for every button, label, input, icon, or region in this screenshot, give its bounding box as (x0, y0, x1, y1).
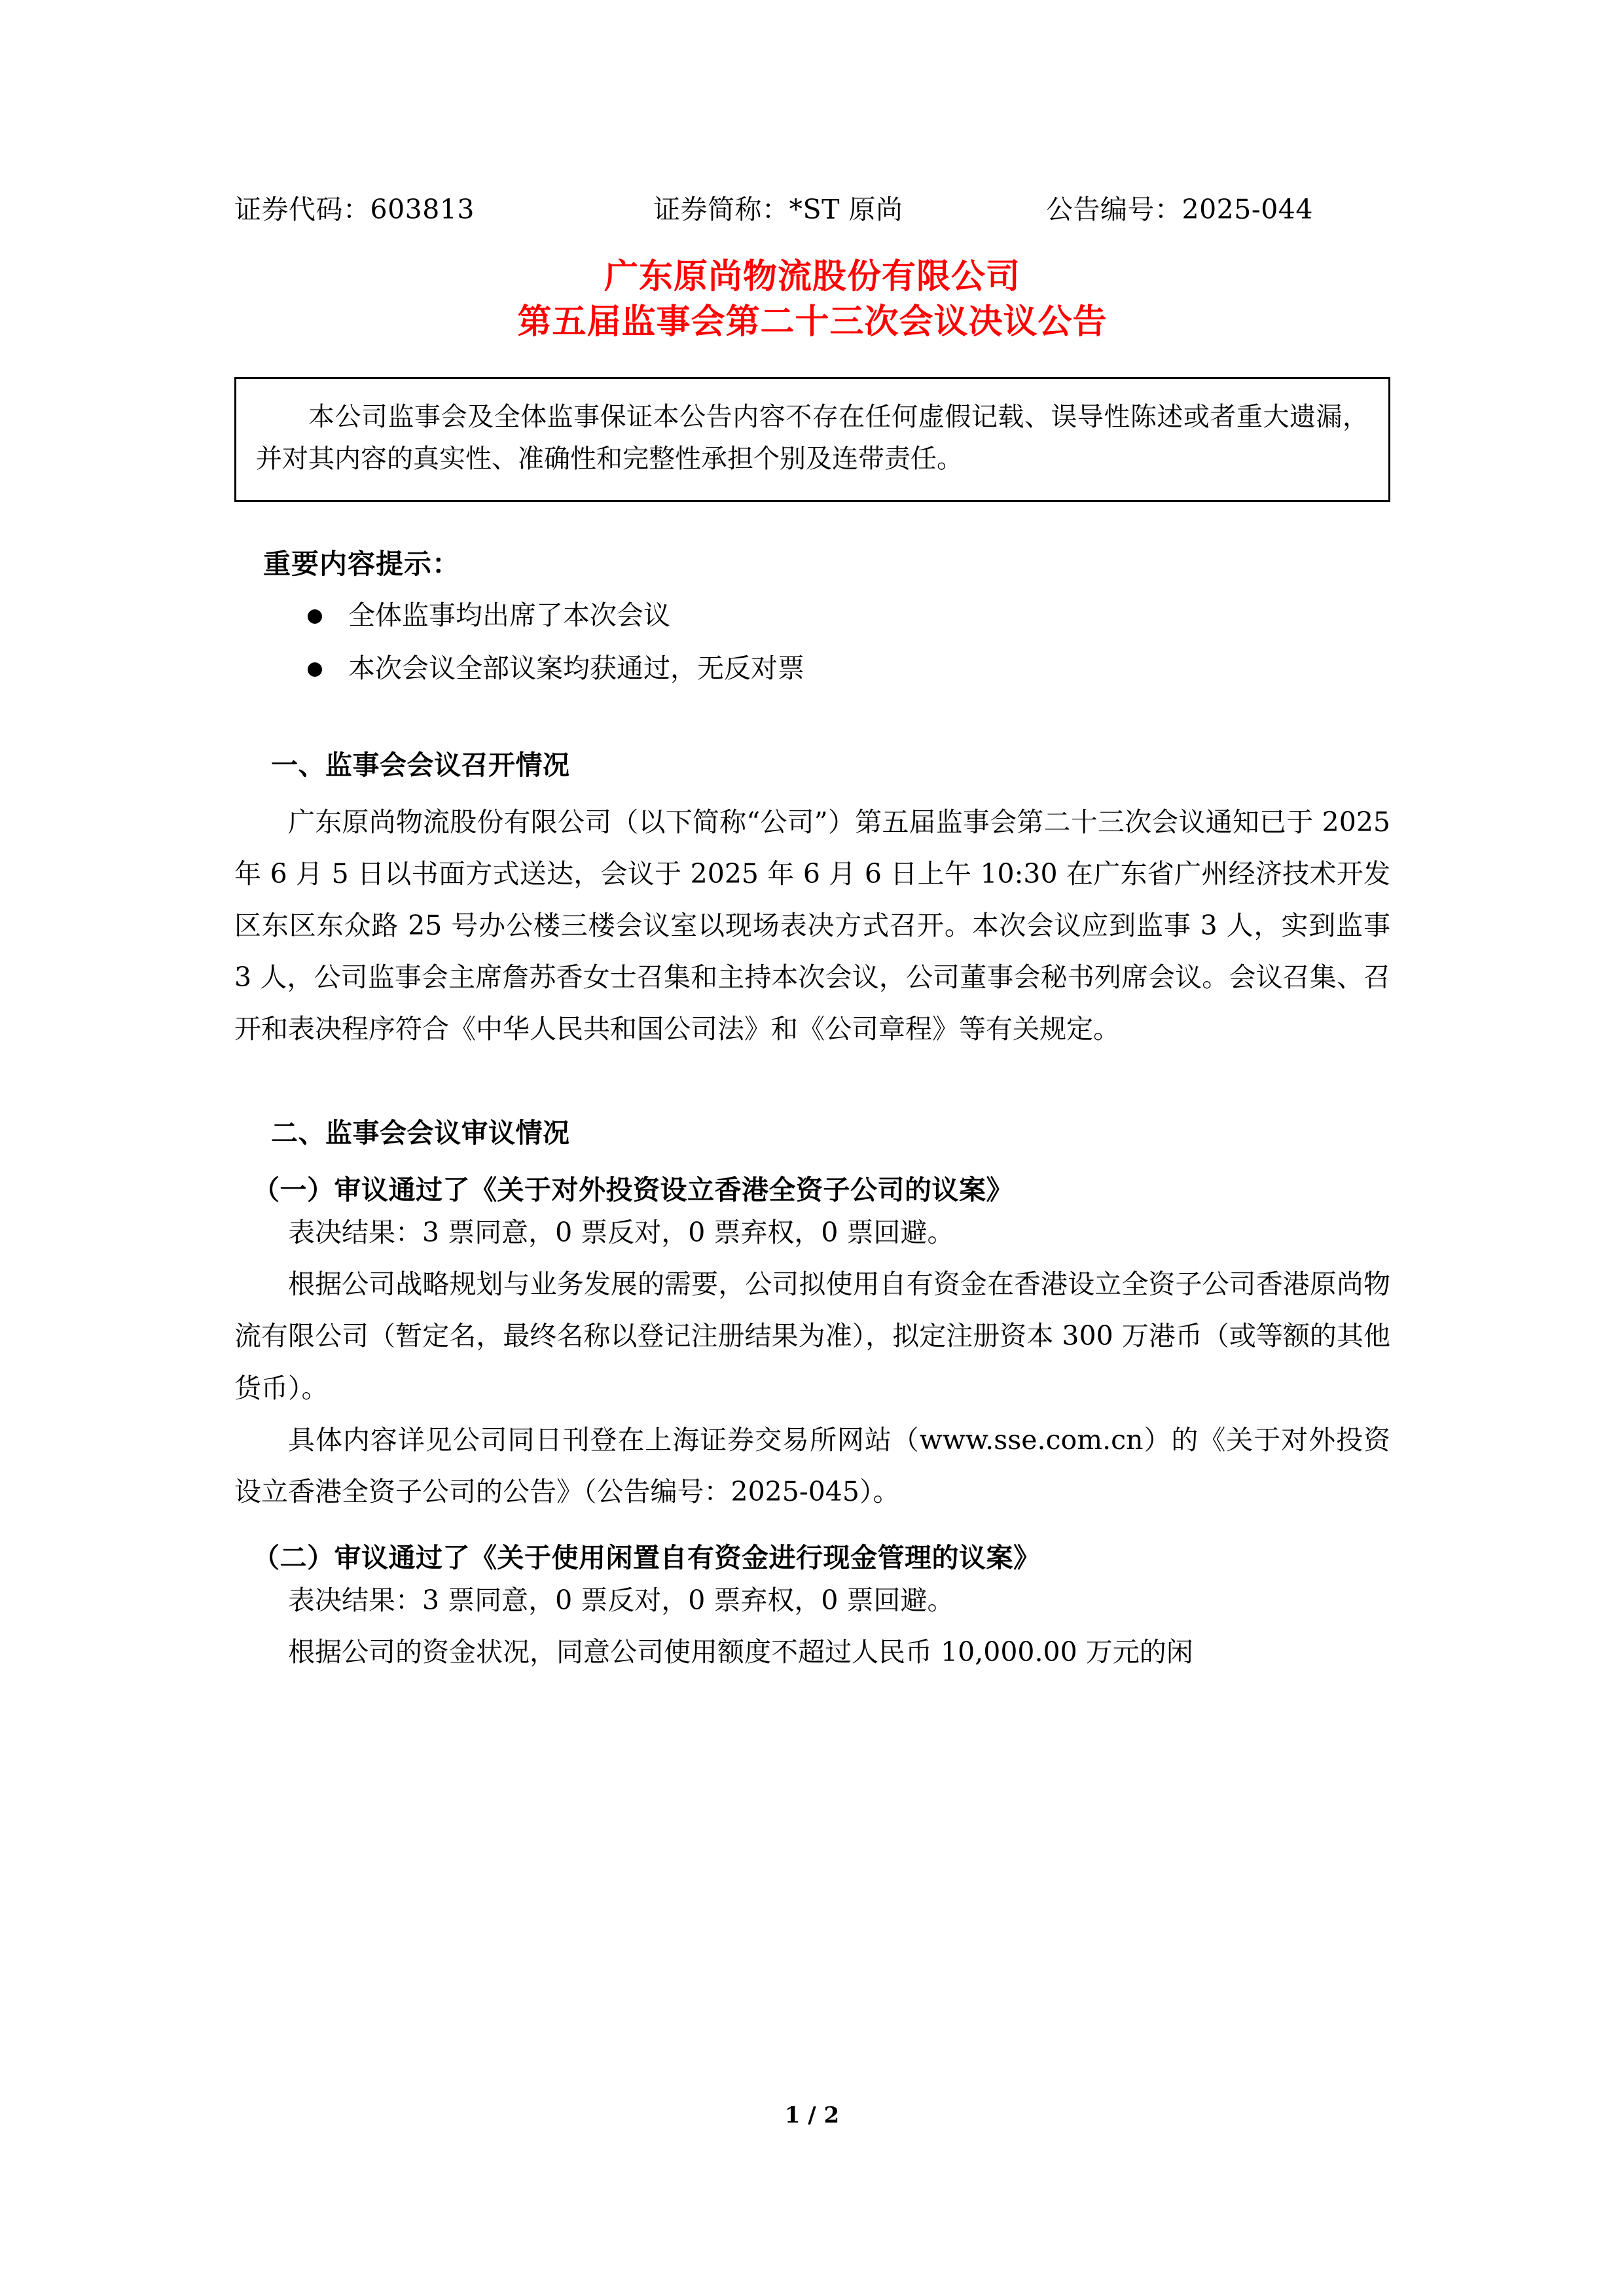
announcement-number: 公告编号：2025-044 (1046, 194, 1313, 225)
security-code: 证券代码：603813 (234, 194, 475, 225)
security-abbreviation: 证券简称：*ST 原尚 (653, 194, 903, 225)
proposal-two-title: （二）审议通过了《关于使用闲置自有资金进行现金管理的议案》 (253, 1541, 1041, 1573)
title-line-company: 广东原尚物流股份有限公司 (604, 257, 1020, 297)
proposal-one-title: （一）审议通过了《关于对外投资设立香港全资子公司的议案》 (253, 1174, 1013, 1206)
list-item-label: 本次会议全部议案均获通过，无反对票 (348, 653, 804, 685)
bullet-dot-icon (308, 609, 322, 624)
disclaimer-text: 本公司监事会及全体监事保证本公告内容不存在任何虚假记载、误导性陈述或者重大遗漏，并对其内容的真实性、准确性和完整性承担个别及连带责任。 (256, 401, 1369, 475)
proposal-one-body-second: 具体内容详见公司同日刊登在上海证券交易所网站（www.sse.com.cn）的《关于对外投资设立香港全资子公司的公告》（公告编号：2025-045）。 (234, 1424, 1390, 1507)
disclaimer-box (234, 377, 1390, 503)
section-one-paragraph: 广东原尚物流股份有限公司（以下简称“公司”）第五届监事会第二十三次会议通知已于 2025 年 6 月 5 日以书面方式送达，会议于 2025 年 6 月 6 日上午 10:30 在广东省广州经济技术开发区东区东众路 25 号办公楼三楼会议室以现场表决方式召开。本次会议应到监事 3 人，实到监事 3 人，公司监事会主席詹苏香女士召集和主持本次会议，公司董事会秘书列席会议。会议召集、召开和表决程序符合《中华人民共和国公司法》和《公司章程》等有关规定。 (234, 806, 1390, 1045)
proposal-one-body-first: 根据公司战略规划与业务发展的需要，公司拟使用自有资金在香港设立全资子公司香港原尚物流有限公司（暂定名，最终名称以登记注册结果为准），拟定注册资本 300 万港币（或等额的其他货币）。 (234, 1268, 1390, 1404)
page-title (234, 255, 1390, 345)
list-item-label: 全体监事均出席了本次会议 (348, 600, 670, 632)
proposal-two-vote-result: 表决结果：3 票同意，0 票反对，0 票弃权，0 票回避。 (288, 1584, 954, 1616)
bullet-dot-icon (308, 662, 322, 677)
title-line-subject: 第五届监事会第二十三次会议决议公告 (517, 302, 1108, 342)
page-number-footer: 1 / 2 (784, 2102, 840, 2128)
document-content (234, 0, 1390, 1678)
document-header-line (234, 194, 1390, 226)
proposal-two-body-first: 根据公司的资金状况，同意公司使用额度不超过人民币 10,000.00 万元的闲 (288, 1636, 1193, 1668)
section-one-heading: 一、监事会会议召开情况 (271, 749, 570, 781)
list-item (308, 652, 1390, 685)
important-notice-list (234, 599, 1390, 686)
section-two-heading: 二、监事会会议审议情况 (271, 1117, 570, 1149)
list-item (308, 599, 1390, 632)
proposal-one-vote-result: 表决结果：3 票同意，0 票反对，0 票弃权，0 票回避。 (288, 1217, 954, 1249)
important-notice-heading: 重要内容提示： (263, 548, 461, 581)
